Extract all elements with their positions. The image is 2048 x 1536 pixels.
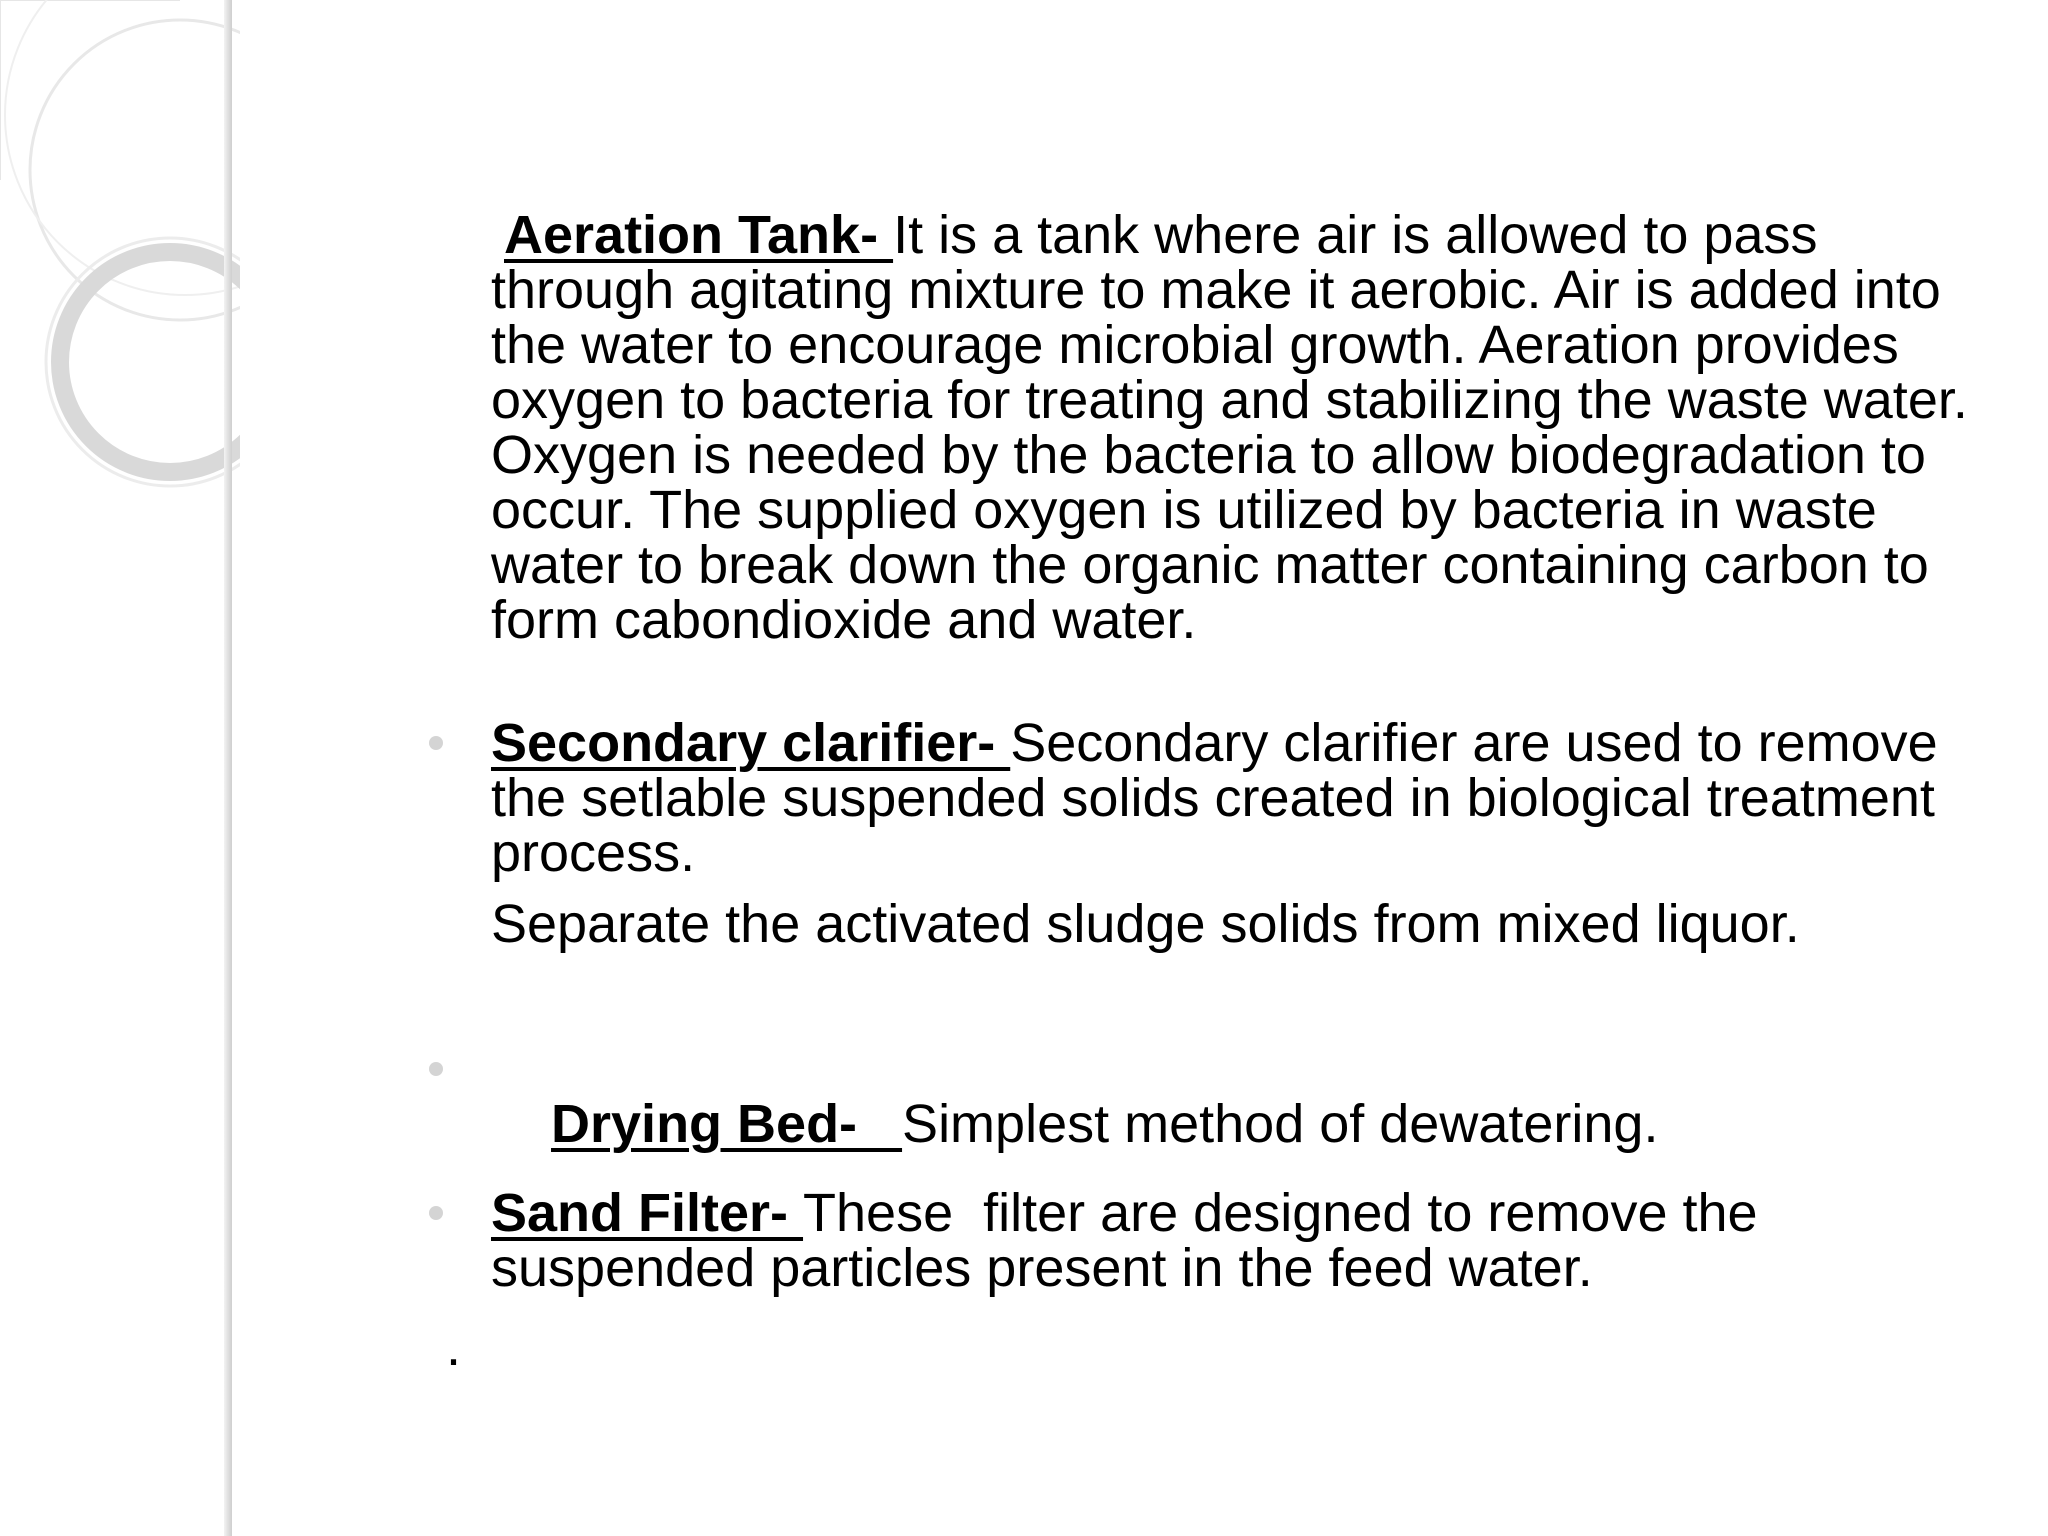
aeration-paragraph (491, 205, 2011, 650)
secondary-clarifier-text: Secondary clarifier are used to remove the setlable suspended solids created in biological treatment process. (491, 713, 1938, 883)
secondary-clarifier-term: Secondary clarifier- (491, 713, 1011, 773)
bullet-icon (429, 1062, 443, 1076)
stray-mark: . (446, 1317, 462, 1377)
sand-filter-item (491, 1183, 2011, 1298)
left-border-bar (224, 0, 232, 1536)
aeration-term: Aeration Tank- (504, 205, 894, 265)
bullet-icon (429, 1206, 443, 1220)
drying-bed-text: Simplest method of dewatering. (902, 1094, 1659, 1154)
bullet-icon (429, 736, 443, 750)
drying-bed-term: Drying Bed- (551, 1094, 903, 1154)
decorative-circles (0, 0, 240, 1536)
sand-filter-text: These filter are designed to remove the suspended particles present in the feed water. (491, 1183, 1773, 1298)
secondary-clarifier-item (491, 713, 2011, 954)
sand-filter-term: Sand Filter- (491, 1183, 804, 1243)
aeration-text: It is a tank where air is allowed to pass through agitating mixture to make it aerobic. Air is added into the water to encourage microbial growth. Aeration provides oxygen to bacteria for treating and stabilizing the waste water. Oxygen is needed by the bacteria to allow biodegradation to occur. The supplied oxygen is utilized by bacteria in waste water to break down the organic matter containing carbon to form cabondioxide and water. (491, 205, 1968, 650)
secondary-clarifier-extra: Separate the activated sludge solids from mixed liquor. (491, 894, 1800, 954)
